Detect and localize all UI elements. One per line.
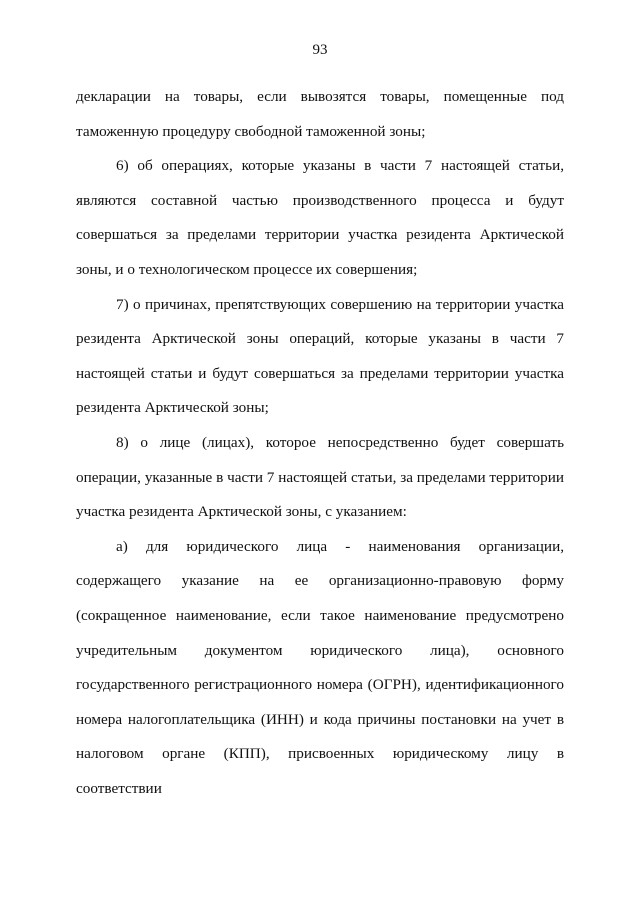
page-number: 93 [312, 42, 328, 58]
paragraph-item-8: 8) о лице (лицах), которое непосредственно будет совершать операции, указанные в части 7 настоящей статьи, за пределами территории участка резидента Арктической зоны, с указанием: [76, 433, 564, 521]
paragraph-continuation: декларации на товары, если вывозятся товары, помещенные под таможенную процедуру свободной таможенной зоны; [76, 88, 564, 140]
paragraph-item-6: 6) об операциях, которые указаны в части 7 настоящей статьи, являются составной частью производственного процесса и будут совершаться за пределами территории участка резидента Арктической зоны, и о технологическом процессе их совершения; [76, 157, 564, 278]
paragraph-item-7: 7) о причинах, препятствующих совершению на территории участка резидента Арктической зоны операций, которые указаны в части 7 настоящей статьи и будут совершаться за пределами территории участка резидента Арктической зоны; [76, 295, 564, 417]
paragraph-subitem-a: а) для юридического лица - наименования организации, содержащего указание на ее организационно-правовую форму (сокращенное наименование, если такое наименование предусмотрено учредительным документом юридического лица), основного государственного регистрационного номера (ОГРН), идентификационного номера налогоплательщика (ИНН) и кода причины постановки на учет в налоговом органе (КПП), присвоенных юридическому лицу в соответствии [76, 537, 564, 797]
page-body [76, 80, 564, 806]
